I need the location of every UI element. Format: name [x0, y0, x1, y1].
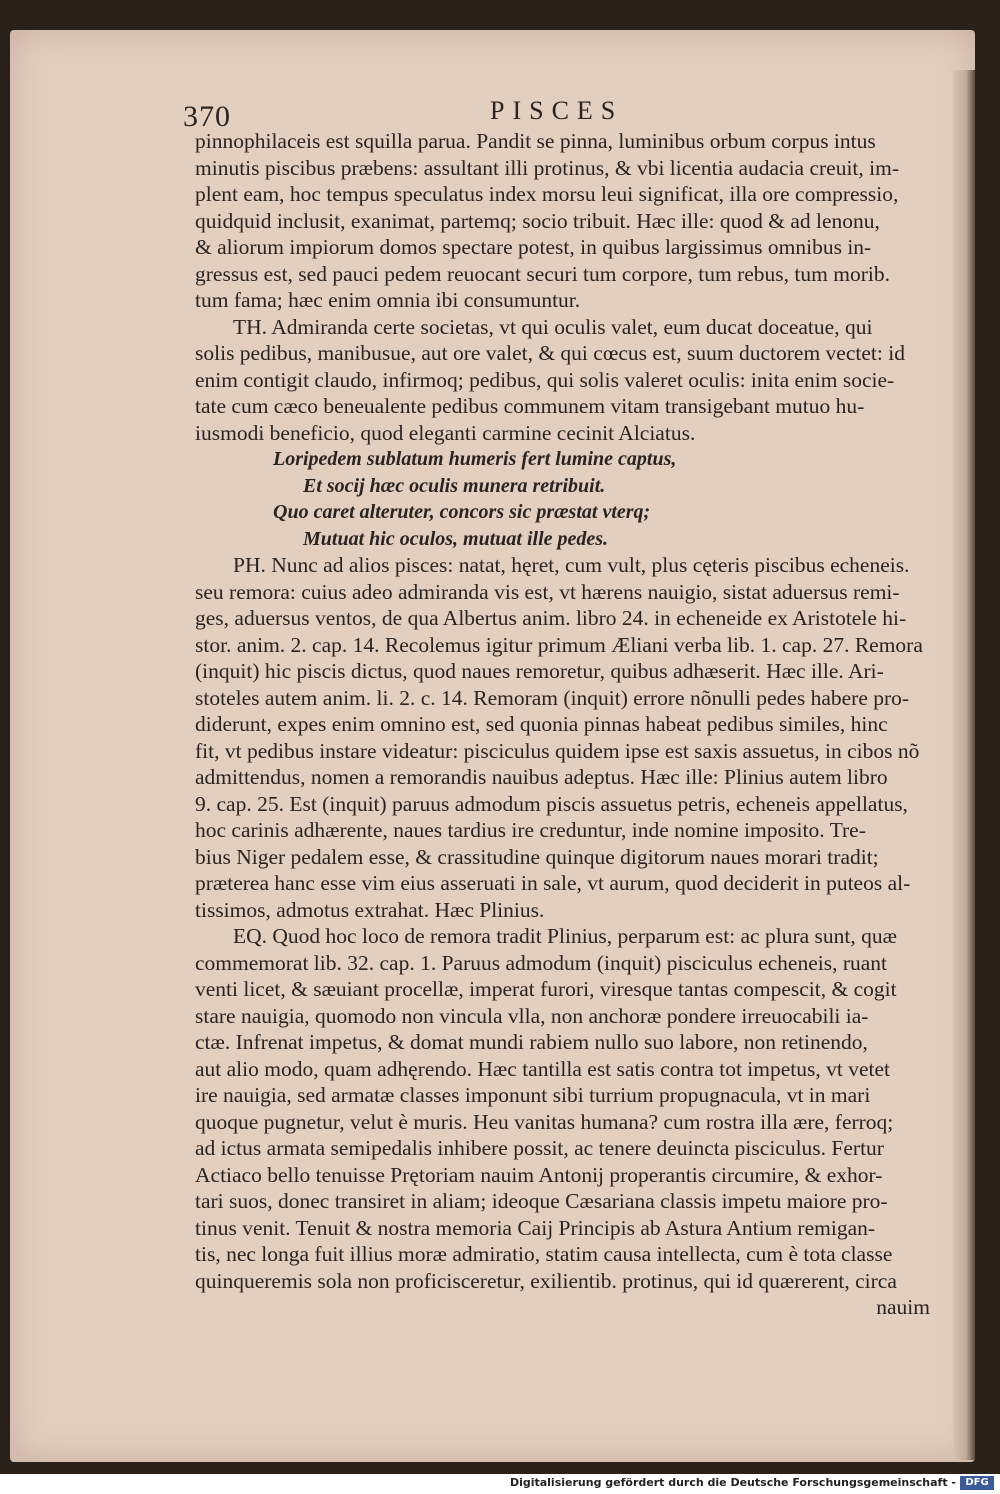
text-line: tum fama; hæc enim omnia ibi consumuntur. — [195, 288, 581, 312]
text-line: minutis piscibus præbens: assultant illi protinus, & vbi licentia audacia creuit, im- — [195, 155, 900, 180]
text-line: quinqueremis sola non proficisceretur, exilientib. protinus, qui id quærerent, circa — [195, 1268, 897, 1293]
catchword: nauim — [876, 1295, 930, 1319]
text-line: tate cum cæco beneualente pedibus communem vitam transigebant mutuo hu- — [195, 394, 865, 418]
text-line: hoc carinis adhærente, naues tardius ire creduntur, inde nomine imposito. Tre- — [195, 818, 866, 842]
text-line: PH. Nunc ad alios pisces: natat, hęret, cum vult, plus cęteris piscibus echeneis. — [233, 553, 910, 577]
footer-bar — [0, 1474, 1000, 1494]
text-line: gressus est, sed pauci pedem reuocant securi tum corpore, tum rebus, tum morib. — [195, 261, 890, 286]
verse-line: Mutuat hic oculos, mutuat ille pedes. — [303, 527, 609, 550]
text-line: stare nauigia, quomodo non vincula vlla, non anchoræ pondere irreuocabili ia- — [195, 1003, 869, 1028]
text-line: pinnophilaceis est squilla parua. Pandit se pinna, luminibus orbum corpus intus — [195, 129, 876, 153]
text-block — [195, 128, 960, 1321]
text-line: quidquid inclusit, exanimat, partemq; socio tribuit. Hæc ille: quod & ad lenonu, — [195, 208, 880, 233]
text-line: ctæ. Infrenat impetus, & domat mundi rabiem nullo suo labore, non retinendo, — [195, 1030, 868, 1054]
text-line: ad ictus armata semipedalis inhibere possit, ac tenere deuincta pisciculus. Fertur — [195, 1136, 884, 1160]
text-line: & aliorum impiorum domos spectare potest, in quibus largissimus omnibus in- — [195, 235, 872, 259]
text-line: quoque pugnetur, velut è muris. Heu vanitas humana? cum rostra illa ære, ferroq; — [195, 1109, 894, 1134]
text-line: ire nauigia, sed armatæ classes imponunt sibi turrium propugnacula, vt in mari — [195, 1083, 871, 1107]
text-line: fit, vt pedibus instare videatur: pisciculus quidem ipse est saxis assuetus, in cibos nõ — [195, 738, 920, 763]
text-line: stoteles autem anim. li. 2. c. 14. Remoram (inquit) errore nõnulli pedes habere pro- — [195, 685, 910, 710]
text-line: (inquit) hic piscis dictus, quod naues remoretur, quibus adhæserit. Hæc ille. Ari- — [195, 659, 884, 683]
text-line: venti licet, & sæuiant procellæ, imperat furori, viresque tantas compescit, & cogit — [195, 977, 897, 1001]
text-line: bius Niger pedalem esse, & crassitudine quinque digitorum naues morari tradit; — [195, 844, 879, 869]
text-line: admittendus, nomen a remorandis nauibus adeptus. Hæc ille: Plinius autem libro — [195, 765, 888, 789]
text-line: stor. anim. 2. cap. 14. Recolemus igitur primum Æliani verba lib. 1. cap. 27. Remora — [195, 632, 923, 657]
verse-line: Quo caret alteruter, concors sic præstat vterq; — [273, 501, 651, 523]
text-line: TH. Admiranda certe societas, vt qui oculis valet, eum ducat doceatue, qui — [233, 314, 873, 339]
text-line: iusmodi beneficio, quod eleganti carmine cecinit Alciatus. — [195, 420, 696, 445]
text-line: seu remora: cuius adeo admiranda vis est, vt hærens nauigio, sistat aduersus remi- — [195, 579, 900, 604]
text-line: tis, nec longa fuit illius moræ admiratio, statim causa intellecta, cum è tota classe — [195, 1242, 893, 1266]
text-line: tinus venit. Tenuit & nostra memoria Caij Principis ab Astura Antium remigan- — [195, 1215, 876, 1240]
text-line: aut alio modo, quam adhęrendo. Hæc tantilla est satis contra tot impetus, vt vetet — [195, 1056, 891, 1081]
text-line: plent eam, hoc tempus speculatus index morsu leui significat, illa ore compressio, — [195, 182, 899, 206]
text-line: solis pedibus, manibusue, aut ore valet, & qui cœcus est, suum ductorem vectet: id — [195, 341, 905, 365]
text-line: præterea hanc esse vim eius asseruati in sale, vt aurum, quod deciderit in puteos al- — [195, 871, 911, 895]
verse-line: Loripedem sublatum humeris fert lumine captus, — [273, 448, 677, 470]
text-line: Actiaco bello tenuisse Prętoriam nauim Antonij properantis circumire, & exhor- — [195, 1162, 883, 1187]
text-line: tissimos, admotus extrahat. Hæc Plinius. — [195, 897, 545, 922]
text-line: commemorat lib. 32. cap. 1. Paruus admodum (inquit) pisciculus echeneis, ruant — [195, 950, 888, 975]
text-line: tari suos, donec transiret in aliam; ideoque Cæsariana classis impetu maiore pro- — [195, 1189, 888, 1213]
text-line: EQ. Quod hoc loco de remora tradit Plinius, perparum est: ac plura sunt, quæ — [233, 924, 897, 948]
verse-line: Et socij hæc oculis munera retribuit. — [303, 474, 606, 497]
text-line: enim contigit claudo, infirmoq; pedibus, qui solis valeret oculis: inita enim socie- — [195, 367, 895, 392]
text-line: 9. cap. 25. Est (inquit) paruus admodum piscis assuetus petris, echeneis appellatus, — [195, 791, 908, 816]
running-head: PISCES — [490, 96, 624, 125]
dfg-logo-icon: DFG — [960, 1476, 994, 1490]
text-line: ges, aduersus ventos, de qua Albertus anim. libro 24. in echeneide ex Aristotele hi- — [195, 606, 907, 630]
footer-credit: Digitalisierung gefördert durch die Deutsche Forschungsgemeinschaft - — [509, 1476, 956, 1489]
page-number: 370 — [183, 100, 231, 133]
text-line: diderunt, expes enim omnino est, sed quonia pinnas habeat pedibus similes, hinc — [195, 712, 888, 736]
